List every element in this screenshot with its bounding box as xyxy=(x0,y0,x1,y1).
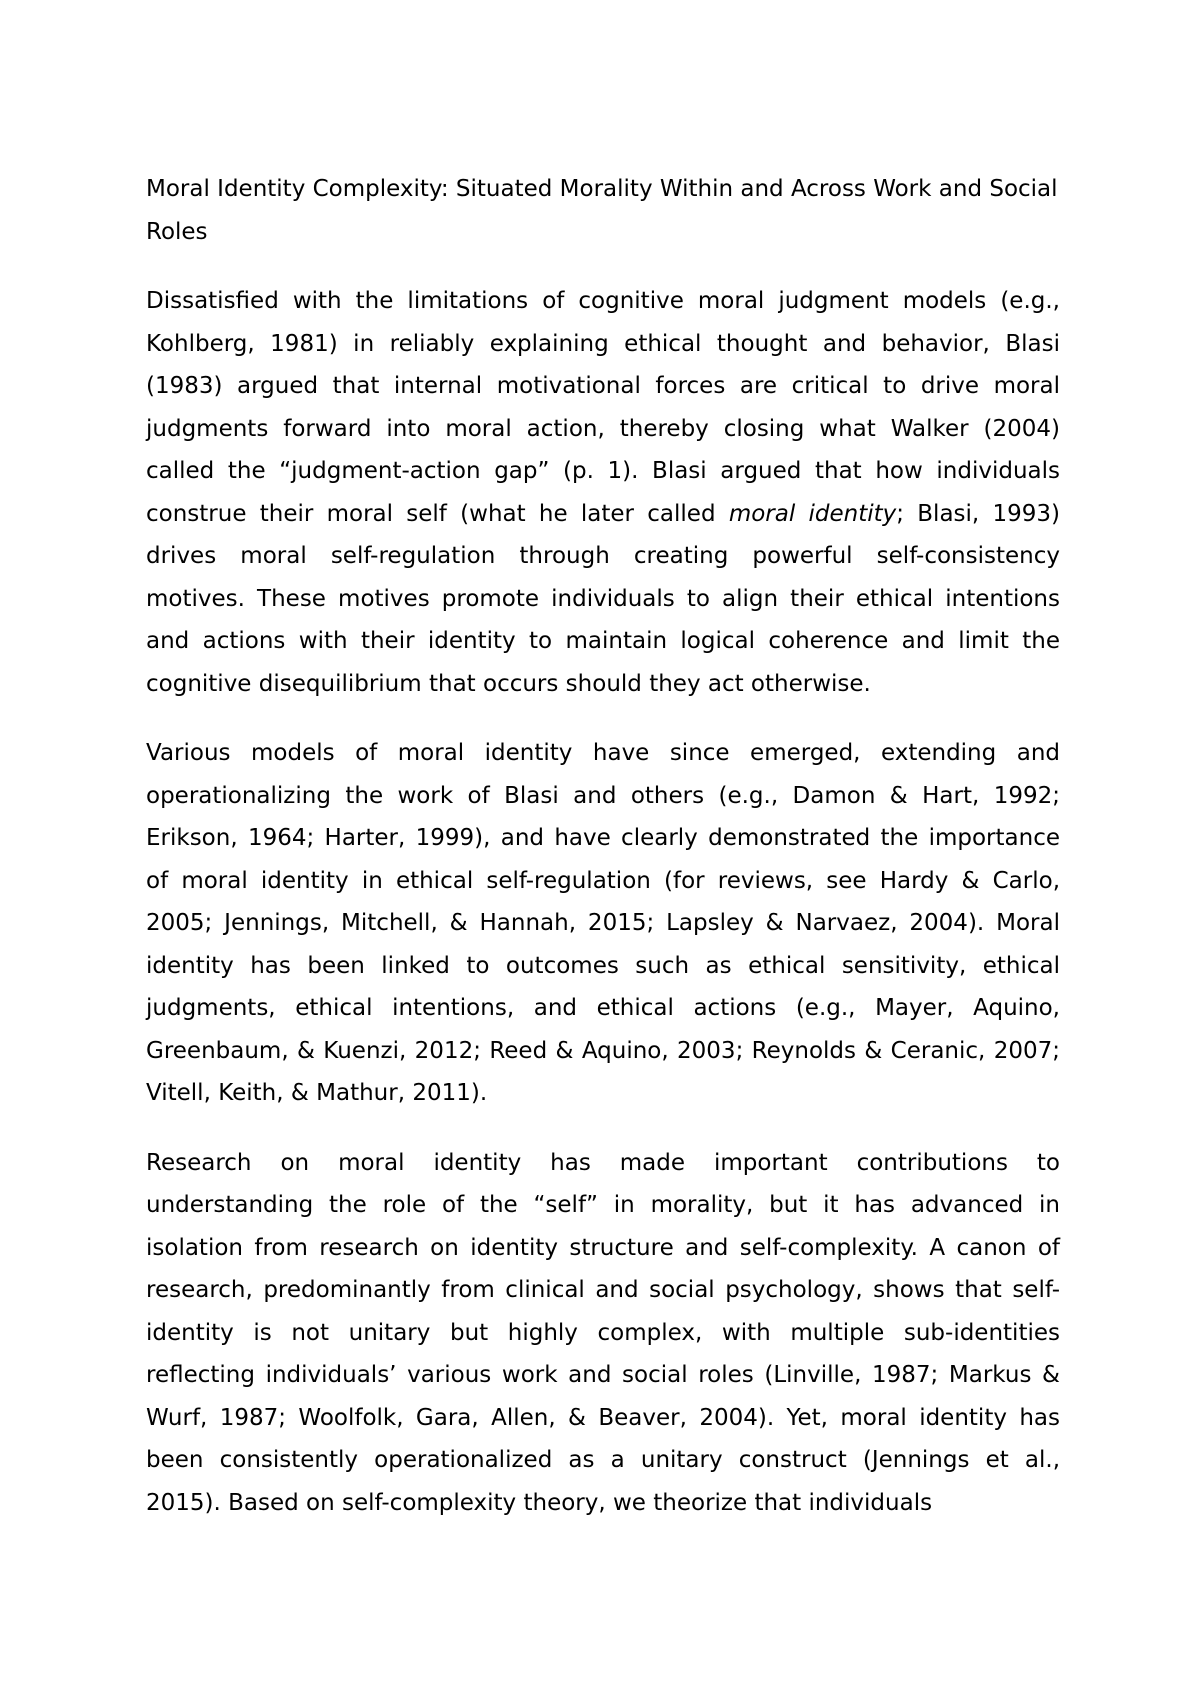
paragraph-1 xyxy=(146,280,1060,705)
document-title: Moral Identity Complexity: Situated Morality Within and Across Work and Social Roles xyxy=(146,176,1058,245)
paragraph-1-text-a: Dissatisfied with the limitations of cognitive moral judgment models (e.g., Kohlberg, 1981) in reliably explaining ethical thought and behavior, Blasi (1983) argued that internal motivational forces are critical to drive moral judgments forward into moral action, thereby closing what Walker (2004) called the “judgment-action gap” (p. 1). Blasi argued that how individuals construe their moral self (what he later called xyxy=(146,288,1060,527)
document-page xyxy=(146,168,1060,1551)
paragraph-2: Various models of moral identity have since emerged, extending and operationalizing the work of Blasi and others (e.g., Damon & Hart, 1992; Erikson, 1964; Harter, 1999), and have clearly demonstrated the importance of moral identity in ethical self-regulation (for reviews, see Hardy & Carlo, 2005; Jennings, Mitchell, & Hannah, 2015; Lapsley & Narvaez, 2004). Moral identity has been linked to outcomes such as ethical sensitivity, ethical judgments, ethical intentions, and ethical actions (e.g., Mayer, Aquino, Greenbaum, & Kuenzi, 2012; Reed & Aquino, 2003; Reynolds & Ceranic, 2007; Vitell, Keith, & Mathur, 2011). xyxy=(146,740,1060,1106)
paragraph-1-italic-term: moral identity xyxy=(728,500,897,527)
paragraph-3: Research on moral identity has made important contributions to understanding the role of the “self” in morality, but it has advanced in isolation from research on identity structure and self-complexity. A canon of research, predominantly from clinical and social psychology, shows that self-identity is not unitary but highly complex, with multiple sub-identities reflecting individuals’ various work and social roles (Linville, 1987; Markus & Wurf, 1987; Woolfolk, Gara, Allen, & Beaver, 2004). Yet, moral identity has been consistently operationalized as a unitary construct (Jennings et al., 2015). Based on self-complexity theory, we theorize that individuals xyxy=(146,1149,1060,1516)
paragraph-1-text-b: ; Blasi, 1993) drives moral self-regulation through creating powerful self-consistency motives. These motives promote individuals to align their ethical intentions and actions with their identity to maintain logical coherence and limit the cognitive disequilibrium that occurs should they act otherwise. xyxy=(146,500,1060,697)
